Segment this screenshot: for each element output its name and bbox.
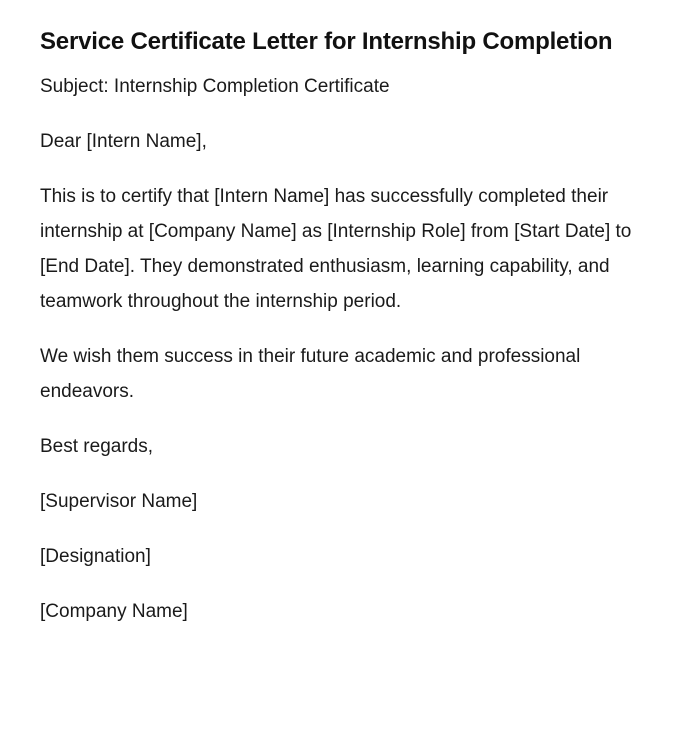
letter-document	[40, 20, 640, 649]
letter-subject: Subject: Internship Completion Certificate	[40, 76, 390, 97]
letter-title: Service Certificate Letter for Internship Completion	[40, 28, 613, 55]
letter-salutation: Dear [Intern Name],	[40, 131, 207, 152]
signer-name: [Supervisor Name]	[40, 491, 198, 512]
signer-company: [Company Name]	[40, 601, 188, 622]
letter-closing: Best regards,	[40, 436, 153, 457]
letter-body-paragraph-1: This is to certify that [Intern Name] has successfully completed their internship at [Company Name] as [Internship Role] from [Start Date] to [End Date]. They demonstrated enthusiasm, learning capability, and teamwork throughout the internship period.	[40, 186, 632, 312]
letter-body-paragraph-2: We wish them success in their future academic and professional endeavors.	[40, 346, 581, 402]
signer-designation: [Designation]	[40, 546, 151, 567]
